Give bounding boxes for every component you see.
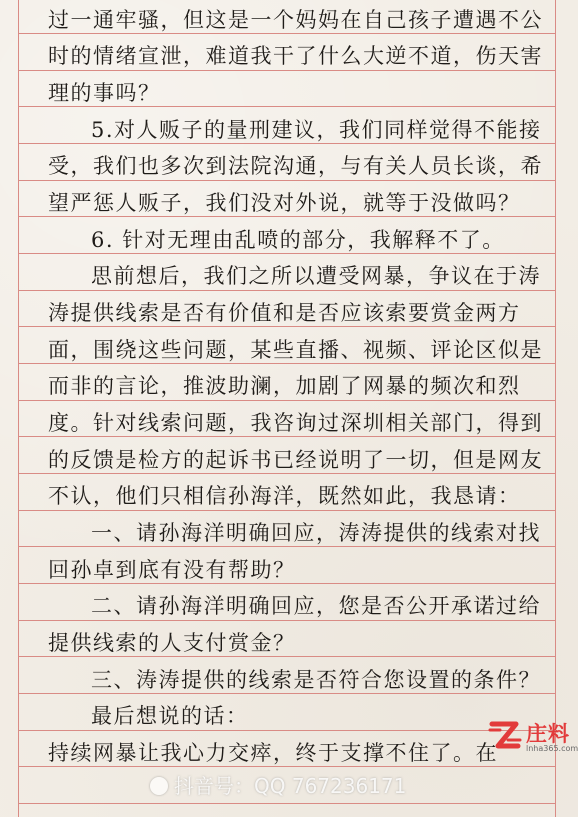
text-line: 提供线索的人支付赏金？ xyxy=(48,631,296,655)
logo-site: lnha365.com xyxy=(526,744,578,753)
text-line: 一、请孙海洋明确回应，涛涛提供的线索对找 xyxy=(91,521,541,545)
text-line: 受，我们也多次到法院沟通，与有关人员长谈，希 xyxy=(48,154,543,178)
text-line: 持续网暴让我心力交瘁，终于支撑不住了。在 xyxy=(48,741,498,765)
text-line: 不认，他们只相信孙海洋，既然如此，我恳请： xyxy=(48,484,521,508)
watermark-text: 抖音号：QQ 767236171 xyxy=(174,774,407,798)
left-margin-line xyxy=(18,0,19,817)
text-line: 二、请孙海洋明确回应，您是否公开承诺过给 xyxy=(91,594,541,618)
text-line: 5.对人贩子的量刑建议，我们同样觉得不能接 xyxy=(91,118,542,142)
site-logo xyxy=(486,716,578,756)
text-line: 最后想说的话： xyxy=(91,704,249,728)
text-line: 三、涛涛提供的线索是否符合您设置的条件？ xyxy=(91,668,541,692)
logo-name: 庄料 xyxy=(526,722,570,746)
text-line: 的反馈是检方的起诉书已经说明了一切，但是网友 xyxy=(48,448,543,472)
ruled-line xyxy=(18,803,556,804)
watermark xyxy=(150,772,406,800)
text-line: 过一通牢骚，但这是一个妈妈在自己孩子遭遇不公 xyxy=(48,8,543,32)
text-line: 而非的言论，推波助澜，加剧了网暴的频次和烈 xyxy=(48,374,521,398)
text-line: 理的事吗？ xyxy=(48,81,161,105)
text-line: 望严惩人贩子，我们没对外说，就等于没做吗？ xyxy=(48,191,521,215)
z-logo-icon xyxy=(486,716,524,754)
text-line: 时的情绪宣泄，难道我干了什么大逆不道，伤天害 xyxy=(48,44,543,68)
text-line: 6. 针对无理由乱喷的部分，我解释不了。 xyxy=(91,228,505,252)
tiktok-icon xyxy=(150,777,168,795)
text-line: 涛提供线索是否有价值和是否应该索要赏金两方 xyxy=(48,301,521,325)
text-line: 思前想后，我们之所以遭受网暴，争议在于涛 xyxy=(91,264,541,288)
text-line: 度。针对线索问题，我咨询过深圳相关部门，得到 xyxy=(48,411,543,435)
text-line: 回孙卓到底有没有帮助？ xyxy=(48,558,296,582)
text-line: 面，围绕这些问题，某些直播、视频、评论区似是 xyxy=(48,338,543,362)
